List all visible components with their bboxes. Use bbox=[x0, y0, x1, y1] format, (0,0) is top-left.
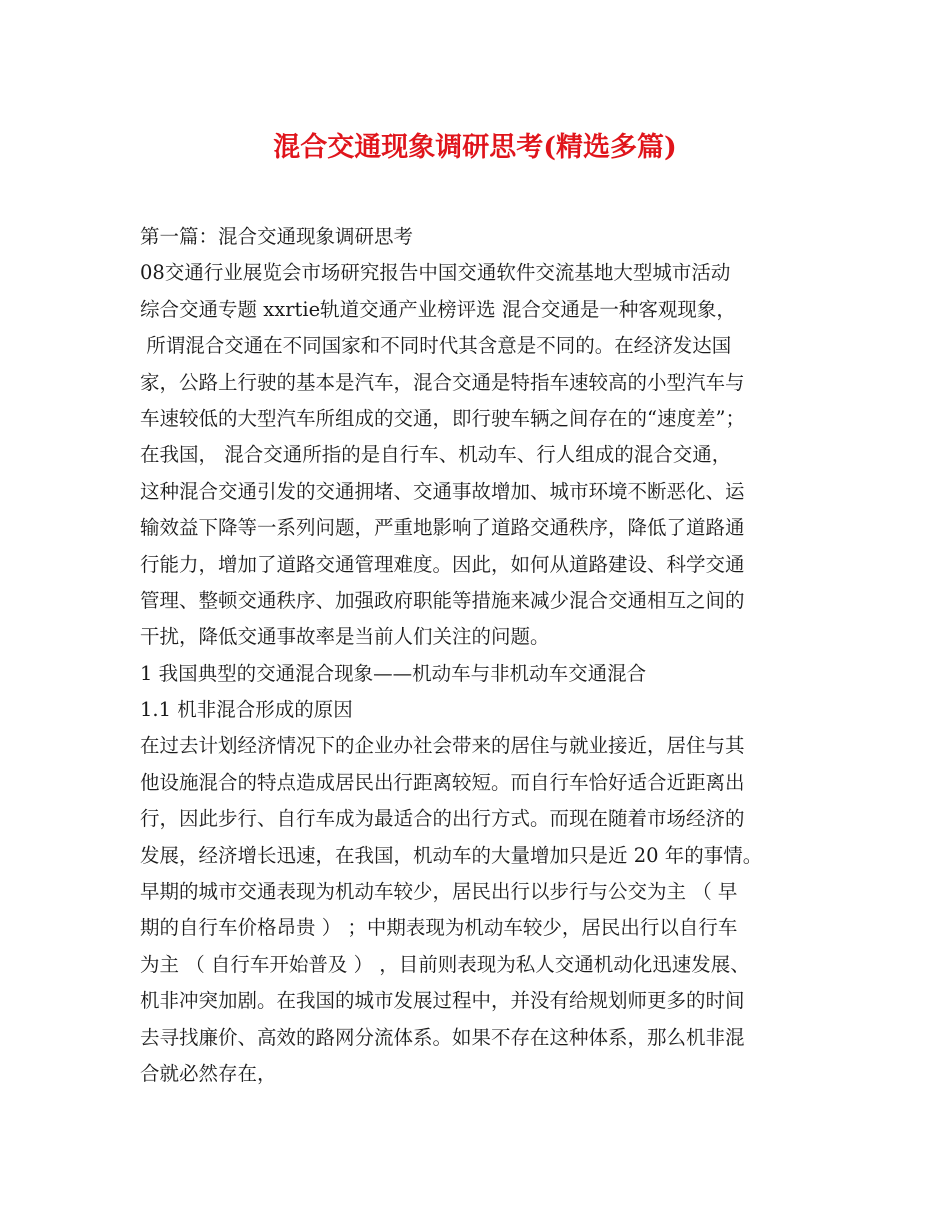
document-body bbox=[140, 219, 830, 1092]
document-title: 混合交通现象调研思考(精选多篇) bbox=[273, 132, 677, 163]
text-line: 第一篇：混合交通现象调研思考 bbox=[140, 225, 414, 248]
text-line: 家，公路上行驶的基本是汽车，混合交通是特指车速较高的小型汽车与 bbox=[140, 370, 745, 394]
text-line: 在我国， 混合交通所指的是自行车、机动车、行人组成的混合交通， bbox=[140, 443, 732, 467]
text-line: 为主 （ 自行车开始普及 ） ，目前则表现为私人交通机动化迅速发展、 bbox=[140, 952, 750, 976]
text-line: 发展，经济增长迅速，在我国，机动车的大量增加只是近 20 年的事情。 bbox=[140, 843, 763, 867]
section-heading: 1 我国典型的交通混合现象——机动车与非机动车交通混合 bbox=[140, 661, 647, 685]
text-line: 管理、整顿交通秩序、加强政府职能等措施来减少混合交通相互之间的 bbox=[140, 588, 745, 612]
subsection-heading: 1.1 机非混合形成的原因 bbox=[140, 698, 353, 722]
text-line: 综合交通专题 xxrtie轨道交通产业榜评选 混合交通是一种客观现象， bbox=[140, 297, 736, 321]
text-line: 早期的城市交通表现为机动车较少，居民出行以步行与公交为主 （ 早 bbox=[140, 880, 738, 904]
text-line: 期的自行车价格昂贵 ） ；中期表现为机动车较少，居民出行以自行车 bbox=[140, 916, 738, 940]
text-line: 去寻找廉价、高效的路网分流体系。如果不存在这种体系，那么机非混 bbox=[140, 1025, 745, 1049]
text-line: 在过去计划经济情况下的企业办社会带来的居住与就业接近，居住与其 bbox=[140, 734, 745, 758]
text-line: 这种混合交通引发的交通拥堵、交通事故增加、城市环境不断恶化、运 bbox=[140, 479, 745, 503]
text-line: 输效益下降等一系列问题，严重地影响了道路交通秩序，降低了道路通 bbox=[140, 516, 745, 540]
text-line: 干扰，降低交通事故率是当前人们关注的问题。 bbox=[140, 625, 550, 649]
text-line: 机非冲突加剧。在我国的城市发展过程中，并没有给规划师更多的时间 bbox=[140, 989, 745, 1013]
text-line: 合就必然存在， bbox=[140, 1061, 277, 1085]
text-line: 08交通行业展览会市场研究报告中国交通软件交流基地大型城市活动 bbox=[140, 261, 731, 285]
text-line: 行能力，增加了道路交通管理难度。因此，如何从道路建设、科学交通 bbox=[140, 552, 745, 576]
text-line: 车速较低的大型汽车所组成的交通，即行驶车辆之间存在的“速度差”； bbox=[140, 406, 745, 430]
text-line: 他设施混合的特点造成居民出行距离较短。而自行车恰好适合近距离出 bbox=[140, 770, 745, 794]
text-line: 行，因此步行、自行车成为最适合的出行方式。而现在随着市场经济的 bbox=[140, 807, 745, 831]
text-line: 所谓混合交通在不同国家和不同时代其含意是不同的。在经济发达国 bbox=[140, 334, 732, 358]
